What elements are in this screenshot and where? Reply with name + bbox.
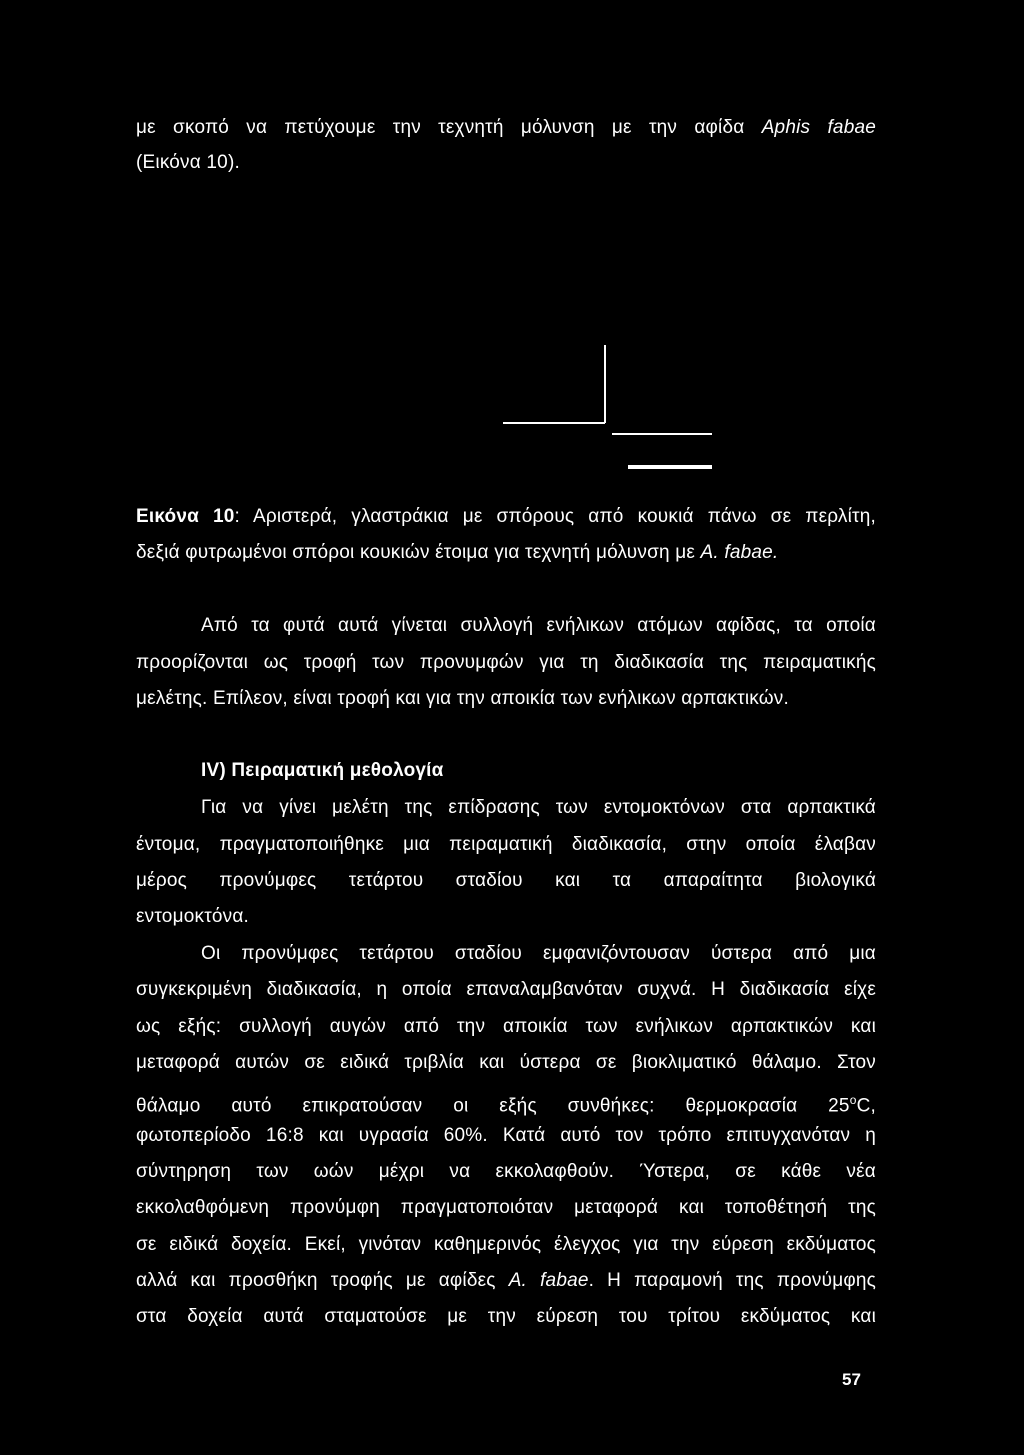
paragraph-3-line-8: εκκολαθφόμενη προνύμφη πραγματοποιόταν μεταφορά και τοποθέτησή της — [136, 1197, 876, 1218]
caption-line-1 — [136, 506, 876, 528]
paragraph-text: . Η παραμονή της προνύμφης — [588, 1270, 876, 1291]
paragraph-1-line-3: μελέτης. Επίλεον, είναι τροφή και για την αποικία των ενήλικων αρπακτικών. — [136, 688, 789, 709]
intro-line-1 — [136, 117, 876, 139]
intro-text: με σκοπό να πετύχουμε την τεχνητή μόλυνση με την αφίδα — [136, 117, 762, 138]
paragraph-2-line-2: έντομα, πραγματοποιήθηκε μια πειραματική διαδικασία, στην οποία έλαβαν — [136, 834, 876, 855]
paragraph-text: C, — [856, 1095, 876, 1117]
species-name: Aphis fabae — [761, 117, 876, 138]
species-name: A. fabae. — [700, 542, 779, 563]
paragraph-3-line-5 — [136, 1089, 876, 1117]
page-number: 57 — [842, 1370, 861, 1389]
paragraph-3-line-1: Οι προνύμφες τετάρτου σταδίου εμφανιζόντουσαν ύστερα από μια — [201, 943, 876, 964]
paragraph-3-line-3: ως εξής: συλλογή αυγών από την αποικία των ενήλικων αρπακτικών και — [136, 1016, 876, 1037]
paragraph-2-line-1: Για να γίνει μελέτη της επίδρασης των εντομοκτόνων στα αρπακτικά — [201, 797, 876, 818]
paragraph-3-line-2: συγκεκριμένη διαδικασία, η οποία επαναλαμβανόταν συχνά. Η διαδικασία είχε — [136, 979, 876, 1000]
section-heading: IV) Πειραματική μεθολογία — [201, 760, 444, 781]
paragraph-2-line-3: μέρος προνύμφες τετάρτου σταδίου και τα απαραίτητα βιολογικά — [136, 870, 876, 891]
species-name: A. fabae — [508, 1270, 589, 1291]
paragraph-1-line-1: Από τα φυτά αυτά γίνεται συλλογή ενήλικων ατόμων αφίδας, τα οποία — [201, 615, 876, 636]
paragraph-3-line-6: φωτοπερίοδο 16:8 και υγρασία 60%. Κατά αυτό τον τρόπο επιτυγχανόταν η — [136, 1125, 876, 1146]
paragraph-2-line-4: εντομοκτόνα. — [136, 906, 250, 927]
paragraph-3-line-9: σε ειδικά δοχεία. Εκεί, γινόταν καθημερινός έλεγχος για την εύρεση εκδύματος — [136, 1234, 876, 1255]
caption-text: : Αριστερά, γλαστράκια με σπόρους από κουκιά πάνω σε περλίτη, — [234, 506, 876, 527]
paragraph-text: αλλά και προσθήκη τροφής με αφίδες — [136, 1270, 509, 1291]
intro-line-2: (Εικόνα 10). — [136, 152, 240, 173]
paragraph-text: θάλαμο αυτό επικρατούσαν οι εξής συνθήκες: θερμοκρασία 25 — [136, 1095, 850, 1117]
degree-superscript: o — [849, 1093, 857, 1107]
caption-label: Εικόνα 10 — [136, 506, 235, 527]
paragraph-3-line-11: στα δοχεία αυτά σταματούσε με την εύρεση του τρίτου εκδύματος και — [136, 1306, 876, 1327]
paragraph-3-line-4: μεταφορά αυτών σε ειδικά τριβλία και ύστερα σε βιοκλιματικό θάλαμο. Στον — [136, 1052, 876, 1073]
paragraph-3-line-7: σύντηρηση των ωών μέχρι να εκκολαφθούν. Ύστερα, σε κάθε νέα — [136, 1161, 876, 1182]
caption-line-2 — [136, 542, 876, 564]
caption-text: δεξιά φυτρωμένοι σπόροι κουκιών έτοιμα για τεχνητή μόλυνση με — [136, 542, 701, 563]
paragraph-3-line-10 — [136, 1270, 876, 1292]
paragraph-1-line-2: προορίζονται ως τροφή των προνυμφών για τη διαδικασία της πειραματικής — [136, 652, 876, 673]
